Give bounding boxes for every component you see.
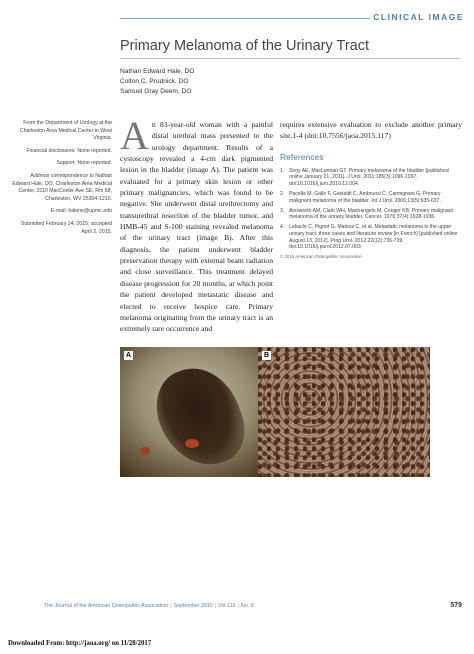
header-rule: [120, 18, 370, 19]
download-note: Downloaded From: http://jaoa.org/ on 11/28/2017: [8, 640, 152, 647]
footer-separator: |: [214, 603, 217, 609]
affiliation-note: From the Department of Urology at the Charleston Area Medical Center in West Virginia.: [19, 120, 112, 142]
reference-number: 2.: [280, 190, 285, 197]
article-body: [120, 113, 273, 335]
volume: Vol 115: [218, 603, 236, 609]
figure-label-a: A: [125, 352, 132, 359]
drop-cap: A: [120, 113, 149, 158]
reference-item: [280, 224, 462, 250]
body-paragraph: n 83-year-old woman with a painful distal urethral mass presented to the urology department. Results of a cystoscopy revealed a 4-cm dark pigmented lesion in the bladder (image A). The patient was evaluated for a primary skin lesion or other primary malignancies, which was found to be negative. She underwent distal urethrectomy and transurethral resection of the bladder tumor, and HMB-45 and S-100 staining revealed melanoma of the urinary tract (image B). After this diagnosis, the patient underwent bladder preservation therapy with external beam radiation and close surveillance. This treatment delayed disease progression for 20 months, at which point the patient developed metastatic disease and elected to receive hospice care. Primary melanoma originating from the urinary tract is an extremely rare occurrence and: [120, 120, 273, 334]
correspondence-email: E-mail: halene@upmc.edu: [50, 208, 112, 215]
section-label: CLINICAL IMAGE: [373, 12, 464, 22]
hemorrhage-spot: [140, 447, 150, 455]
reference-item: [280, 168, 462, 188]
article-sidebar: [12, 120, 112, 241]
figure-label-b: B: [263, 352, 270, 359]
reference-number: 1.: [280, 167, 285, 174]
references-heading: References: [280, 151, 324, 162]
correspondence-address: Address correspondence to Nathan Edward Hale, DO, Charleston Area Medical Center, 3110 MacCorkle Ave SE, Rm 58, Charleston, WV 25304-1210.: [12, 172, 112, 202]
reference-text: Lebacle C, Pignot G, Mateus C, et al. Metastatic melanoma in the upper urinary tract: three cases and literature review [in French] [published online August 13, 2012]. Prog Urol. 2012;22(12):736-739. doi:10.1016/j.purol.2012.07.003.: [289, 224, 458, 251]
pigmented-lesion: [145, 356, 254, 477]
footer-separator: |: [237, 603, 239, 609]
journal-name: The Journal of the American Osteopathic Association: [44, 603, 169, 609]
title-rule: [120, 58, 460, 59]
author: Colton C. Prudnick, DO: [120, 78, 189, 85]
footer-separator: |: [170, 603, 172, 609]
body-continuation: requires extensive evaluation to exclude another primary site.1-4 (doi:10.7556/jaoa.2015.117): [280, 120, 462, 141]
header-band: [0, 12, 474, 25]
reference-number: 4.: [280, 224, 285, 231]
author-list: [120, 67, 194, 97]
reference-number: 3.: [280, 207, 285, 214]
issue-date: September 2015: [173, 603, 213, 609]
reference-text: Siroy AE, MacLennan GT. Primary melanoma of the bladder [published online January 21, 2011]. J Urol. 2011;185(3):1096-1097. doi:10.1016/j.juro.2010.12.004.: [289, 167, 449, 187]
financial-disclosures: Financial disclosures: None reported.: [26, 147, 112, 154]
page-number: 579: [450, 602, 462, 609]
issue-number: No. 9: [240, 603, 254, 609]
author: Samuel Gray Deem, DO: [120, 88, 192, 95]
histology-image: [258, 347, 430, 477]
copyright-note: © 2015 American Osteopathic Association: [280, 254, 362, 260]
author: Nathan Edward Hale, DO: [120, 68, 195, 75]
reference-item: [280, 191, 462, 204]
hemorrhage-spot: [185, 439, 199, 448]
article-title: Primary Melanoma of the Urinary Tract: [120, 38, 369, 54]
reference-text: Pacella M, Gallo F, Gastaldi C, Ambruosi C, Carmignani G. Primary malignant melanoma of the bladder. Int J Urol. 2006;13(5):635-637.: [289, 190, 441, 204]
reference-text: Ainsworth AM, Clark WH, Mastrangelo M, Conger KB. Primary malignant melanoma of the urinary bladder. Cancer. 1976;37(4):1928-1936.: [289, 207, 453, 221]
reference-list: [280, 168, 462, 251]
page-footer: [44, 603, 462, 609]
reference-item: [280, 208, 462, 221]
submission-dates: Submitted February 24, 2015; accepted April 2, 2015.: [20, 220, 112, 235]
right-column: [280, 119, 462, 259]
support-note: Support: None reported.: [56, 160, 112, 167]
